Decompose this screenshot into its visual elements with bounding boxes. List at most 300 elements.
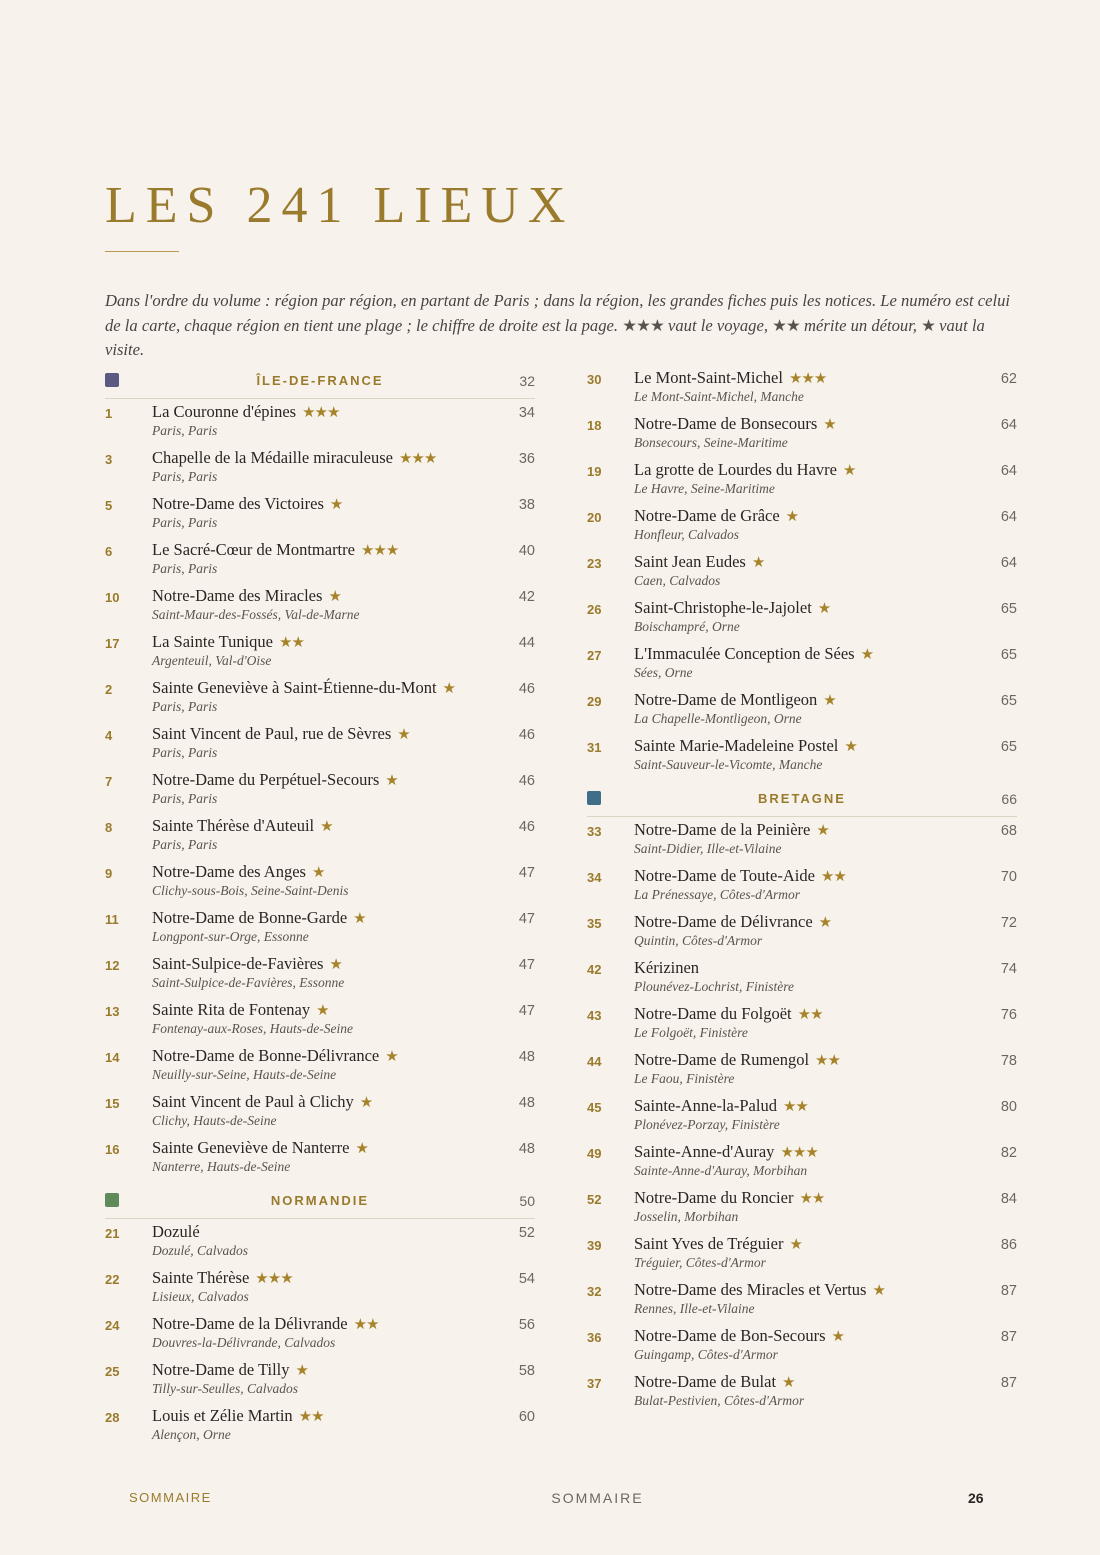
- page-number: 62: [1000, 371, 1017, 387]
- list-item[interactable]: [105, 816, 535, 862]
- star-rating-icon: ★: [842, 461, 856, 479]
- list-item[interactable]: [105, 862, 535, 908]
- map-number: 9: [105, 866, 113, 881]
- page-number: 34: [518, 405, 535, 421]
- page-number: 46: [518, 727, 535, 743]
- star-rating-icon: ★: [751, 553, 765, 571]
- place-location: Paris, Paris: [152, 561, 218, 576]
- map-number: 19: [587, 464, 602, 479]
- list-item[interactable]: [105, 1000, 535, 1046]
- list-item[interactable]: [587, 912, 1017, 958]
- place-location: Paris, Paris: [152, 469, 218, 484]
- star-rating-icon: ★: [316, 1001, 329, 1019]
- page-number: 78: [1000, 1053, 1017, 1069]
- place-location: Neuilly-sur-Seine, Hauts-de-Seine: [152, 1067, 337, 1082]
- place-name: Notre-Dame du Roncier: [634, 1188, 794, 1207]
- page-number: 87: [1000, 1329, 1017, 1345]
- place-name-line: [634, 460, 855, 480]
- intro-legend-3: vaut le voyage,: [663, 315, 773, 335]
- list-item[interactable]: [105, 1314, 535, 1360]
- list-item[interactable]: [587, 1234, 1017, 1280]
- place-name-line: [634, 506, 798, 526]
- star-rating-icon: ★: [816, 821, 829, 839]
- map-number: 2: [105, 682, 113, 697]
- place-name-line: [634, 368, 826, 388]
- place-name-line: [634, 644, 873, 664]
- page-number: 60: [518, 1409, 535, 1425]
- place-name-line: [152, 1268, 293, 1288]
- place-name: Saint Yves de Tréguier: [634, 1234, 784, 1253]
- star-rating-icon: ★★★: [398, 449, 437, 467]
- place-name: Notre-Dame de Grâce: [634, 506, 780, 525]
- map-number: 25: [105, 1364, 120, 1379]
- place-name-line: [152, 908, 366, 928]
- place-name: Sainte Thérèse d'Auteuil: [152, 816, 315, 835]
- place-location: Lisieux, Calvados: [152, 1289, 249, 1304]
- page-number: 68: [1000, 823, 1017, 839]
- page-number: 38: [518, 497, 535, 513]
- place-location: Saint-Sauveur-le-Vicomte, Manche: [634, 757, 823, 772]
- list-item[interactable]: [587, 552, 1017, 598]
- place-location: Plounévez-Lochrist, Finistère: [634, 979, 794, 994]
- map-number: 28: [105, 1410, 120, 1425]
- place-name-line: [152, 1406, 324, 1426]
- map-number: 1: [105, 406, 113, 421]
- place-location: Josselin, Morbihan: [634, 1209, 739, 1224]
- page-number: 64: [1000, 509, 1017, 525]
- map-number: 20: [587, 510, 602, 525]
- star-rating-icon: ★: [844, 737, 857, 755]
- place-name: Notre-Dame de Toute-Aide: [634, 866, 815, 885]
- map-number: 16: [105, 1142, 120, 1157]
- place-location: Dozulé, Calvados: [152, 1243, 248, 1258]
- list-item[interactable]: [587, 414, 1017, 460]
- place-name-line: [634, 1280, 885, 1300]
- place-location: Nanterre, Hauts-de-Seine: [152, 1159, 291, 1174]
- page-number: 48: [518, 1095, 535, 1111]
- list-item[interactable]: [105, 678, 535, 724]
- list-item[interactable]: [105, 1046, 535, 1092]
- list-item[interactable]: [587, 690, 1017, 736]
- star-rating-icon: ★★: [797, 1005, 823, 1023]
- list-item[interactable]: [105, 908, 535, 954]
- map-number: 36: [587, 1330, 602, 1345]
- place-name: Sainte-Anne-d'Auray: [634, 1142, 775, 1161]
- place-name-line: [152, 1138, 368, 1158]
- region-header: [105, 368, 535, 399]
- intro-legend-2: mérite un détour,: [799, 315, 922, 335]
- list-item[interactable]: [105, 1268, 535, 1314]
- star-rating-icon: ★★: [799, 1189, 825, 1207]
- place-name: Sainte Marie-Madeleine Postel: [634, 736, 839, 755]
- place-name: Notre-Dame de Bonne-Délivrance: [152, 1046, 380, 1065]
- place-name: Notre-Dame de la Délivrande: [152, 1314, 348, 1333]
- map-number: 10: [105, 590, 120, 605]
- list-item[interactable]: [587, 1050, 1017, 1096]
- place-location: Tréguier, Côtes-d'Armor: [634, 1255, 766, 1270]
- map-number: 18: [587, 418, 602, 433]
- list-item[interactable]: [587, 506, 1017, 552]
- place-location: Paris, Paris: [152, 423, 218, 438]
- place-name: Le Sacré-Cœur de Montmartre: [152, 540, 355, 559]
- place-location: Clichy-sous-Bois, Seine-Saint-Denis: [152, 883, 349, 898]
- place-name-line: [634, 552, 764, 572]
- intro-text: Dans l'ordre du volume : région par région, en partant de Paris ; dans la région, les grandes fiches puis les notices. Le numéro est celui de la carte, chaque région en tient une plage ; le chiffre de droite est la page.: [105, 291, 1011, 335]
- list-item[interactable]: [105, 540, 535, 586]
- place-location: Le Folgoët, Finistère: [634, 1025, 748, 1040]
- map-number: 27: [587, 648, 602, 663]
- star-rating-icon: ★★: [353, 1315, 379, 1333]
- map-number: 26: [587, 602, 602, 617]
- place-location: Quintin, Côtes-d'Armor: [634, 933, 763, 948]
- star-rating-icon: ★: [817, 599, 831, 617]
- star-rating-icon: ★: [872, 1281, 885, 1299]
- region-page: 50: [519, 1193, 535, 1209]
- map-number: 17: [105, 636, 120, 651]
- three-star-icon: ★★★: [622, 315, 664, 335]
- map-number: 4: [105, 728, 113, 743]
- list-item[interactable]: [587, 1372, 1017, 1418]
- page-number: 48: [518, 1049, 535, 1065]
- place-name: La grotte de Lourdes du Havre: [634, 460, 837, 479]
- page-number: 65: [1000, 601, 1017, 617]
- right-column: [587, 368, 1017, 1418]
- list-item[interactable]: [105, 632, 535, 678]
- star-rating-icon: ★★: [279, 633, 304, 651]
- place-name: Notre-Dame des Anges: [152, 862, 306, 881]
- star-rating-icon: ★: [782, 1373, 795, 1391]
- place-name: Louis et Zélie Martin: [152, 1406, 293, 1425]
- place-name: Dozulé: [152, 1222, 200, 1241]
- place-name-line: [634, 690, 836, 710]
- list-item[interactable]: [105, 448, 535, 494]
- list-item[interactable]: [105, 1360, 535, 1406]
- list-item[interactable]: [105, 1406, 535, 1452]
- page-number: 82: [1000, 1145, 1017, 1161]
- page-number: 76: [1000, 1007, 1017, 1023]
- place-name-line: [634, 1004, 823, 1024]
- place-name-line: [634, 1234, 802, 1254]
- map-number: 22: [105, 1272, 120, 1287]
- place-name: Saint Jean Eudes: [634, 552, 746, 571]
- star-rating-icon: ★: [329, 955, 342, 973]
- place-name-line: [152, 678, 455, 698]
- place-location: Paris, Paris: [152, 515, 218, 530]
- place-location: Paris, Paris: [152, 745, 218, 760]
- map-number: 35: [587, 916, 602, 931]
- place-name-line: [634, 866, 846, 886]
- place-location: Sainte-Anne-d'Auray, Morbihan: [634, 1163, 808, 1178]
- list-item[interactable]: [105, 1222, 535, 1268]
- list-item[interactable]: [587, 1004, 1017, 1050]
- list-item[interactable]: [105, 1138, 535, 1184]
- star-rating-icon: ★: [311, 863, 325, 881]
- place-name-line: [152, 770, 398, 790]
- footer-center-label: SOMMAIRE: [551, 1490, 644, 1506]
- place-location: Saint-Maur-des-Fossés, Val-de-Marne: [152, 607, 360, 622]
- place-name-line: [634, 1050, 840, 1070]
- star-rating-icon: ★: [320, 817, 333, 835]
- star-rating-icon: ★: [823, 691, 836, 709]
- star-rating-icon: ★: [860, 645, 874, 663]
- place-name: Notre-Dame de Délivrance: [634, 912, 813, 931]
- place-name: Sainte Geneviève de Nanterre: [152, 1138, 350, 1157]
- star-rating-icon: ★★★: [302, 403, 340, 421]
- intro-paragraph: [105, 289, 1015, 363]
- map-number: 39: [587, 1238, 602, 1253]
- list-item[interactable]: [587, 820, 1017, 866]
- page-number: 72: [1000, 915, 1017, 931]
- place-name: Notre-Dame du Folgoët: [634, 1004, 792, 1023]
- place-name: Notre-Dame de Tilly: [152, 1360, 290, 1379]
- place-name: Notre-Dame de la Peinière: [634, 820, 811, 839]
- page-number: 74: [1000, 961, 1017, 977]
- map-number: 32: [587, 1284, 602, 1299]
- place-name-line: [634, 1142, 818, 1162]
- place-location: La Chapelle-Montligeon, Orne: [634, 711, 802, 726]
- place-name: Notre-Dame de Rumengol: [634, 1050, 810, 1069]
- place-location: Paris, Paris: [152, 791, 218, 806]
- place-name: Notre-Dame des Miracles et Vertus: [634, 1280, 867, 1299]
- place-name: Notre-Dame du Perpétuel-Secours: [152, 770, 380, 789]
- map-number: 30: [587, 372, 602, 387]
- list-item[interactable]: [587, 958, 1017, 1004]
- star-rating-icon: ★: [329, 495, 343, 513]
- place-name: Kérizinen: [634, 958, 700, 977]
- place-name: Saint-Christophe-le-Jajolet: [634, 598, 812, 617]
- place-location: Honfleur, Calvados: [634, 527, 740, 542]
- place-name: Notre-Dame des Victoires: [152, 494, 324, 513]
- title-rule: [105, 251, 179, 252]
- map-number: 11: [105, 912, 119, 927]
- star-rating-icon: ★: [818, 913, 832, 931]
- page-title: LES 241 LIEUX: [105, 177, 575, 234]
- page-number: 58: [518, 1363, 535, 1379]
- place-location: Alençon, Orne: [152, 1427, 231, 1442]
- place-name-line: [152, 816, 333, 836]
- place-name-line: [152, 448, 436, 468]
- map-number: 5: [105, 498, 113, 513]
- map-number: 14: [105, 1050, 120, 1065]
- map-number: 33: [587, 824, 602, 839]
- place-name: Saint-Sulpice-de-Favières: [152, 954, 324, 973]
- page-number: 87: [1000, 1375, 1017, 1391]
- place-location: Argenteuil, Val-d'Oise: [152, 653, 272, 668]
- place-name: Le Mont-Saint-Michel: [634, 368, 783, 387]
- region-header: [105, 1188, 535, 1219]
- page-number: 47: [518, 911, 535, 927]
- page-number: 46: [518, 773, 535, 789]
- page-number: 42: [518, 589, 535, 605]
- list-item[interactable]: [105, 770, 535, 816]
- map-number: 34: [587, 870, 602, 885]
- page-number: 64: [1000, 555, 1017, 571]
- star-rating-icon: ★★★: [780, 1143, 818, 1161]
- place-location: Fontenay-aux-Roses, Hauts-de-Seine: [152, 1021, 353, 1036]
- place-name-line: [152, 540, 398, 560]
- star-rating-icon: ★★: [782, 1097, 808, 1115]
- page-number: 86: [1000, 1237, 1017, 1253]
- star-rating-icon: ★: [785, 507, 799, 525]
- list-item[interactable]: [587, 866, 1017, 912]
- page-number: 40: [518, 543, 535, 559]
- map-number: 7: [105, 774, 113, 789]
- place-name-line: [152, 1222, 200, 1242]
- page-number: 65: [1000, 647, 1017, 663]
- star-rating-icon: ★★: [298, 1407, 324, 1425]
- map-number: 15: [105, 1096, 120, 1111]
- place-name: Saint Vincent de Paul, rue de Sèvres: [152, 724, 392, 743]
- page-number: 46: [518, 681, 535, 697]
- map-number: 42: [587, 962, 602, 977]
- one-star-icon: ★: [921, 315, 935, 335]
- page-number: 52: [518, 1225, 535, 1241]
- place-name-line: [152, 954, 342, 974]
- star-rating-icon: ★: [385, 1047, 398, 1065]
- list-item[interactable]: [105, 402, 535, 448]
- place-name: La Couronne d'épines: [152, 402, 297, 421]
- star-rating-icon: ★★: [815, 1051, 840, 1069]
- place-location: Sées, Orne: [634, 665, 693, 680]
- list-item[interactable]: [587, 1188, 1017, 1234]
- star-rating-icon: ★: [397, 725, 410, 743]
- place-location: Longpont-sur-Orge, Essonne: [152, 929, 309, 944]
- list-item[interactable]: [587, 598, 1017, 644]
- place-name-line: [634, 414, 836, 434]
- place-name-line: [634, 912, 831, 932]
- map-number: 24: [105, 1318, 120, 1333]
- list-item[interactable]: [587, 1096, 1017, 1142]
- place-name-line: [152, 1092, 372, 1112]
- region-page: 32: [519, 373, 535, 389]
- list-item[interactable]: [587, 1326, 1017, 1372]
- page-number: 64: [1000, 417, 1017, 433]
- place-name-line: [634, 1326, 844, 1346]
- place-name: Chapelle de la Médaille miraculeuse: [152, 448, 393, 467]
- page-number: 47: [518, 1003, 535, 1019]
- map-number: 8: [105, 820, 113, 835]
- list-item[interactable]: [587, 1142, 1017, 1188]
- place-location: Rennes, Ille-et-Vilaine: [634, 1301, 755, 1316]
- list-item[interactable]: [587, 368, 1017, 414]
- map-number: 49: [587, 1146, 602, 1161]
- list-item[interactable]: [587, 736, 1017, 782]
- region-page: 66: [1001, 791, 1017, 807]
- place-location: Plonévez-Porzay, Finistère: [634, 1117, 780, 1132]
- place-name-line: [152, 1000, 329, 1020]
- place-location: Le Faou, Finistère: [634, 1071, 735, 1086]
- place-location: Guingamp, Côtes-d'Armor: [634, 1347, 778, 1362]
- page-number: 65: [1000, 739, 1017, 755]
- map-number: 12: [105, 958, 120, 973]
- star-rating-icon: ★: [442, 679, 455, 697]
- list-item[interactable]: [587, 460, 1017, 506]
- list-item[interactable]: [105, 724, 535, 770]
- map-number: 45: [587, 1100, 602, 1115]
- place-name: Saint Vincent de Paul à Clichy: [152, 1092, 354, 1111]
- page-number: 84: [1000, 1191, 1017, 1207]
- place-name-line: [152, 1314, 379, 1334]
- place-name: Notre-Dame de Bulat: [634, 1372, 777, 1391]
- map-number: 31: [587, 740, 602, 755]
- map-number: 44: [587, 1054, 602, 1069]
- page-number: 56: [518, 1317, 535, 1333]
- list-item[interactable]: [587, 1280, 1017, 1326]
- map-number: 6: [105, 544, 113, 559]
- page-number: 87: [1000, 1283, 1017, 1299]
- list-item[interactable]: [105, 586, 535, 632]
- list-item[interactable]: [587, 644, 1017, 690]
- region-header: [587, 786, 1017, 817]
- place-location: Saint-Didier, Ille-et-Vilaine: [634, 841, 782, 856]
- page-number: 48: [518, 1141, 535, 1157]
- star-rating-icon: ★: [353, 909, 366, 927]
- place-name-line: [634, 1096, 808, 1116]
- map-number: 37: [587, 1376, 602, 1391]
- page-number: 65: [1000, 693, 1017, 709]
- place-name-line: [634, 1372, 794, 1392]
- place-name-line: [152, 1360, 308, 1380]
- list-item[interactable]: [105, 954, 535, 1000]
- page-number: 47: [518, 865, 535, 881]
- place-name-line: [634, 736, 857, 756]
- map-number: 43: [587, 1008, 602, 1023]
- star-rating-icon: ★: [823, 415, 836, 433]
- place-name-line: [152, 632, 304, 652]
- place-name-line: [634, 598, 830, 618]
- list-item[interactable]: [105, 494, 535, 540]
- place-name: La Sainte Tunique: [152, 632, 274, 651]
- page-number: 46: [518, 819, 535, 835]
- page-number: 47: [518, 957, 535, 973]
- star-rating-icon: ★★★: [255, 1269, 293, 1287]
- region-name: NORMANDIE: [270, 1193, 370, 1208]
- map-number: 29: [587, 694, 602, 709]
- place-location: Bulat-Pestivien, Côtes-d'Armor: [634, 1393, 805, 1408]
- two-star-icon: ★★: [772, 315, 800, 335]
- place-name-line: [634, 820, 829, 840]
- page-number: 80: [1000, 1099, 1017, 1115]
- place-name: Sainte Geneviève à Saint-Étienne-du-Mont: [152, 678, 437, 697]
- page-number: 54: [518, 1271, 535, 1287]
- star-rating-icon: ★: [831, 1327, 844, 1345]
- map-number: 23: [587, 556, 602, 571]
- place-name-line: [152, 402, 339, 422]
- place-name: Sainte-Anne-la-Palud: [634, 1096, 777, 1115]
- place-location: La Prénessaye, Côtes-d'Armor: [634, 887, 800, 902]
- star-rating-icon: ★: [295, 1361, 308, 1379]
- map-number: 52: [587, 1192, 602, 1207]
- place-name: Notre-Dame de Bon-Secours: [634, 1326, 826, 1345]
- list-item[interactable]: [105, 1092, 535, 1138]
- place-location: Clichy, Hauts-de-Seine: [152, 1113, 277, 1128]
- page-number: 36: [518, 451, 535, 467]
- place-name-line: [634, 958, 699, 978]
- star-rating-icon: ★★★: [360, 541, 399, 559]
- place-name: Notre-Dame des Miracles: [152, 586, 323, 605]
- place-name: Notre-Dame de Bonne-Garde: [152, 908, 348, 927]
- place-location: Le Havre, Seine-Maritime: [634, 481, 775, 496]
- star-rating-icon: ★: [359, 1093, 373, 1111]
- place-name-line: [152, 1046, 398, 1066]
- star-rating-icon: ★: [328, 587, 341, 605]
- map-number: 13: [105, 1004, 120, 1019]
- place-location: Caen, Calvados: [634, 573, 721, 588]
- region-name: ÎLE-DE-FRANCE: [256, 373, 384, 388]
- place-name: Sainte Thérèse: [152, 1268, 250, 1287]
- star-rating-icon: ★★: [820, 867, 846, 885]
- place-location: Boischampré, Orne: [634, 619, 740, 634]
